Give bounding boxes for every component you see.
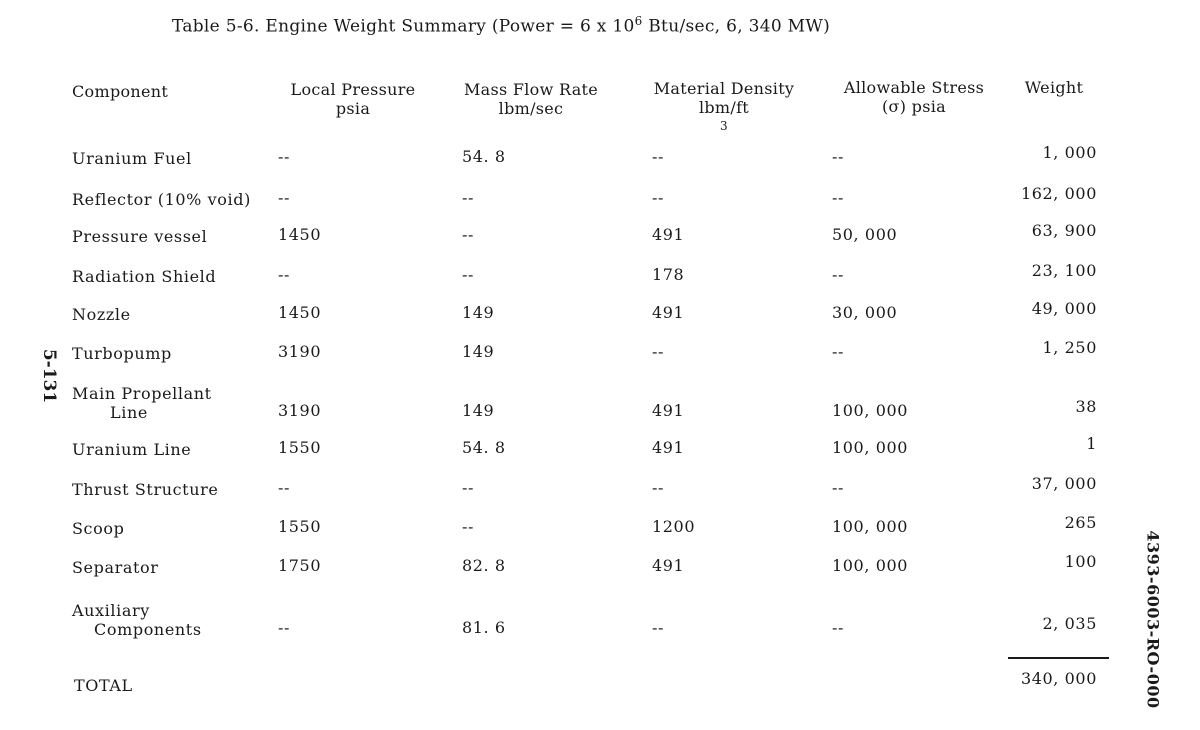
cell-density: 491 [652, 438, 685, 457]
header-weight: Weight [1024, 78, 1084, 97]
cell-weight: 162, 000 [1020, 184, 1097, 203]
component-line: Main Propellant [72, 384, 212, 403]
cell-stress: -- [832, 342, 845, 361]
cell-density: -- [652, 478, 665, 497]
component-line: Radiation Shield [72, 267, 217, 286]
cell-pressure: 1550 [278, 517, 322, 536]
cell-weight: 2, 035 [1042, 614, 1097, 633]
cell-component [72, 305, 131, 324]
cell-pressure: 1450 [278, 225, 322, 244]
cell-flow: 81. 6 [462, 618, 506, 637]
cell-density: -- [652, 618, 665, 637]
header-pressure: Local Pressure psia [290, 80, 416, 118]
cell-component [72, 480, 218, 499]
cell-weight: 49, 000 [1031, 299, 1097, 318]
cell-flow: 54. 8 [462, 147, 506, 166]
cell-weight: 265 [1064, 513, 1097, 532]
cell-component [72, 149, 192, 168]
cell-density: 1200 [652, 517, 696, 536]
cell-component [72, 190, 251, 209]
cell-component [72, 440, 191, 459]
cell-stress: -- [832, 147, 845, 166]
cell-pressure: 1750 [278, 556, 322, 575]
cell-pressure: 1550 [278, 438, 322, 457]
cell-weight: 37, 000 [1031, 474, 1097, 493]
component-line: Thrust Structure [72, 480, 219, 499]
cell-weight: 38 [1075, 397, 1097, 416]
cell-pressure: 3190 [278, 401, 322, 420]
cell-pressure: -- [278, 147, 291, 166]
cell-component [72, 519, 124, 538]
header-flow: Mass Flow Rate lbm/sec [463, 80, 599, 118]
cell-flow: 149 [462, 342, 495, 361]
cell-weight: 23, 100 [1031, 261, 1097, 280]
cell-pressure: 1450 [278, 303, 322, 322]
cell-density: 491 [652, 303, 685, 322]
table-title-text: Table 5-6. Engine Weight Summary (Power = 6 x 10 [172, 16, 635, 37]
header-stress: Allowable Stress (σ) psia [843, 78, 985, 116]
cell-pressure: 3190 [278, 342, 322, 361]
cell-pressure: -- [278, 188, 291, 207]
cell-flow: 82. 8 [462, 556, 506, 575]
cell-stress: -- [832, 188, 845, 207]
cell-density: 491 [652, 556, 685, 575]
component-line: Auxiliary [72, 601, 150, 620]
component-line: Reflector (10% void) [72, 190, 251, 209]
cell-flow: -- [462, 265, 475, 284]
cell-pressure: -- [278, 265, 291, 284]
component-line: Components [94, 620, 202, 639]
cell-flow: 149 [462, 303, 495, 322]
cell-component [72, 227, 207, 246]
component-line: Pressure vessel [72, 227, 208, 246]
cell-stress: 100, 000 [832, 401, 909, 420]
header-component: Component [72, 82, 169, 101]
component-line: Line [110, 403, 148, 422]
component-line: Separator [72, 558, 159, 577]
cell-component [72, 267, 216, 286]
cell-flow: -- [462, 225, 475, 244]
component-line: Scoop [72, 519, 125, 538]
page-number: 5-131 [39, 348, 60, 404]
cell-weight: 1, 250 [1042, 338, 1097, 357]
cell-stress: 50, 000 [832, 225, 898, 244]
cell-component [72, 601, 202, 639]
cell-density: -- [652, 147, 665, 166]
cell-flow: -- [462, 478, 475, 497]
document-id: 4393-6003-RO-000 [1143, 530, 1163, 709]
total-label: TOTAL [74, 676, 133, 695]
component-line: Uranium Line [72, 440, 192, 459]
cell-stress: 100, 000 [832, 556, 909, 575]
cell-stress: 100, 000 [832, 517, 909, 536]
component-line: Turbopump [72, 344, 172, 363]
cell-component [72, 558, 159, 577]
cell-stress: 100, 000 [832, 438, 909, 457]
cell-component [72, 344, 172, 363]
header-density: Material Density lbm/ft $^3$ [653, 79, 795, 133]
cell-flow: -- [462, 188, 475, 207]
cell-stress: 30, 000 [832, 303, 898, 322]
cell-pressure: -- [278, 618, 291, 637]
table-title [172, 14, 830, 37]
table-title-suffix: Btu/sec, 6, 340 MW) [642, 16, 831, 37]
cell-flow: 149 [462, 401, 495, 420]
cell-density: 491 [652, 401, 685, 420]
cell-stress: -- [832, 478, 845, 497]
cell-density: 491 [652, 225, 685, 244]
total-rule [1008, 657, 1109, 659]
title-exponent: 6 [634, 14, 643, 28]
component-line: Uranium Fuel [72, 149, 192, 168]
cell-stress: -- [832, 265, 845, 284]
total-weight: 340, 000 [1020, 669, 1097, 688]
cell-density: -- [652, 188, 665, 207]
cell-density: -- [652, 342, 665, 361]
cell-flow: 54. 8 [462, 438, 506, 457]
cell-weight: 1 [1086, 434, 1097, 453]
cell-flow: -- [462, 517, 475, 536]
cell-density: 178 [652, 265, 685, 284]
cell-pressure: -- [278, 478, 291, 497]
cell-component [72, 384, 212, 422]
cell-weight: 1, 000 [1042, 143, 1097, 162]
cell-stress: -- [832, 618, 845, 637]
cell-weight: 100 [1064, 552, 1097, 571]
cell-weight: 63, 900 [1031, 221, 1097, 240]
component-line: Nozzle [72, 305, 131, 324]
